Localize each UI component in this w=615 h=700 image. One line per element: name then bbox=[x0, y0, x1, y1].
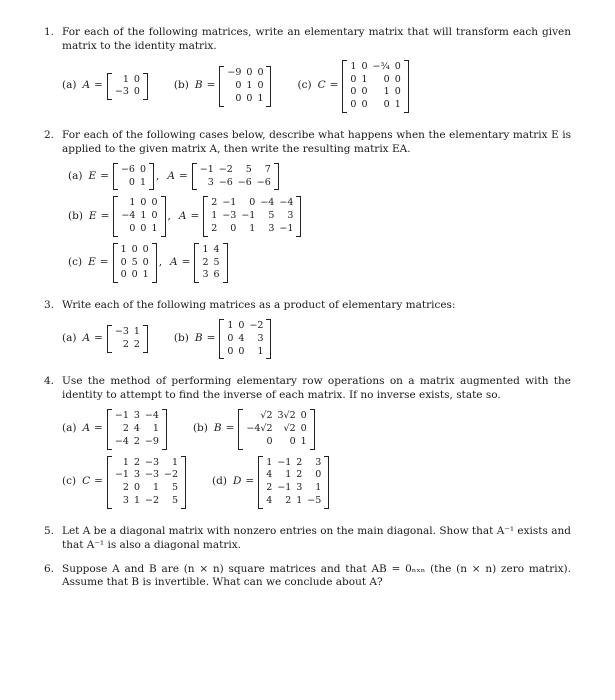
matrix-entry: −5 bbox=[307, 495, 322, 507]
matrix-entry: 5 bbox=[131, 256, 138, 268]
matrix-row bbox=[227, 320, 263, 333]
matrix-item bbox=[212, 456, 329, 509]
matrix-entry: −1 bbox=[241, 210, 256, 222]
matrix-entry: 2 bbox=[266, 482, 273, 494]
part-label: (a) bbox=[62, 79, 77, 92]
matrix-entry: −4 bbox=[121, 210, 136, 222]
matrix-row bbox=[121, 164, 146, 177]
matrix-entry: −4 bbox=[260, 197, 275, 209]
matrix-entry: 0 bbox=[140, 197, 147, 209]
matrix-entry: 0 bbox=[235, 92, 242, 104]
matrix-entry: √2 bbox=[260, 410, 273, 422]
comma: , bbox=[158, 256, 163, 269]
matrix-entry: 4 bbox=[133, 423, 140, 435]
matrix-name: E bbox=[88, 209, 97, 222]
matrix-row bbox=[266, 469, 321, 482]
matrix-entry: 4 bbox=[266, 495, 273, 507]
matrix-row bbox=[121, 269, 149, 282]
matrix-entry: 0 bbox=[128, 176, 135, 188]
matrix-entry: 1 bbox=[257, 92, 264, 104]
matrix-entry: 1 bbox=[133, 326, 140, 338]
matrix-entry: 1 bbox=[315, 482, 322, 494]
matrix-row bbox=[121, 197, 157, 210]
matrix-entry: 0 bbox=[257, 67, 264, 79]
matrix-row bbox=[115, 74, 140, 87]
comma: , bbox=[167, 209, 171, 222]
matrix-entry: 1 bbox=[246, 79, 253, 91]
matrix-entry: 0 bbox=[133, 482, 140, 494]
matrix-entry: 1 bbox=[151, 222, 158, 234]
matrix-name: B bbox=[194, 332, 203, 345]
matrix-item bbox=[297, 60, 408, 113]
matrix-entry: −4√2 bbox=[246, 423, 273, 435]
matrix-entry: 0 bbox=[394, 60, 401, 72]
matrix bbox=[194, 243, 227, 283]
part-label: (c) bbox=[297, 79, 312, 92]
matrix-entry: 0 bbox=[361, 86, 368, 98]
equals-sign: = bbox=[100, 209, 110, 222]
matrix-entry: 3 bbox=[207, 176, 214, 188]
matrix-row bbox=[246, 410, 306, 423]
matrix-entry: 1 bbox=[171, 456, 179, 468]
matrix-entry: 0 bbox=[140, 222, 147, 234]
matrix-entry: −6 bbox=[237, 176, 252, 188]
matrix-entry: 0 bbox=[227, 332, 234, 344]
matrix-entry: 0 bbox=[133, 86, 140, 98]
matrix-entry: 2 bbox=[296, 469, 303, 481]
matrix-name: A bbox=[167, 169, 175, 182]
matrix-entry: −3 bbox=[114, 86, 129, 98]
matrix-item bbox=[62, 409, 167, 449]
matrix-entry: −3 bbox=[145, 456, 160, 468]
matrix-entry: 5 bbox=[245, 163, 252, 175]
matrix-entry: 0 bbox=[350, 99, 357, 111]
matrix bbox=[203, 196, 301, 236]
matrix-entry: 0 bbox=[131, 269, 138, 281]
matrix bbox=[219, 319, 271, 359]
matrix-entry: −1 bbox=[114, 410, 129, 422]
matrix-entry: 3 bbox=[122, 495, 129, 507]
matrix-entry: 0 bbox=[227, 345, 234, 357]
matrix bbox=[113, 163, 154, 191]
equals-sign: = bbox=[94, 79, 103, 92]
matrix-entry: −9 bbox=[144, 435, 159, 447]
part-label: (b) bbox=[173, 79, 189, 92]
matrix-entry: 5 bbox=[171, 495, 179, 507]
matrix-entry: 3 bbox=[268, 222, 275, 234]
matrix-row bbox=[350, 99, 400, 112]
part-label: (d) bbox=[212, 475, 227, 488]
matrix-row bbox=[115, 86, 140, 99]
matrix-entry: 0 bbox=[300, 423, 307, 435]
matrix-entry: −3 bbox=[222, 210, 237, 222]
matrix-row bbox=[227, 80, 263, 93]
matrix-row bbox=[115, 339, 140, 352]
matrix-entry: −1 bbox=[277, 456, 292, 468]
equals-sign: = bbox=[100, 169, 109, 182]
part-label: (b) bbox=[192, 422, 208, 435]
problem-text: Use the method of performing elementary row operations on a matrix augmented with the identity to attempt to find the inverse of each matrix. If no inverse exists, state so. bbox=[62, 375, 571, 402]
matrix-entry: 1 bbox=[202, 243, 209, 255]
matrix-row bbox=[115, 482, 178, 495]
matrix-row bbox=[115, 457, 178, 470]
matrix-entry: 3 bbox=[133, 469, 140, 481]
matrix-entry: 2 bbox=[202, 256, 209, 268]
matrix-row bbox=[121, 177, 146, 190]
matrix-entry: −2 bbox=[218, 163, 233, 175]
matrix-entry: 1 bbox=[266, 456, 273, 468]
part-label: (c) bbox=[62, 475, 77, 488]
matrix-entry: 2 bbox=[296, 456, 303, 468]
matrix-entry: 0 bbox=[129, 222, 136, 234]
matrix-row bbox=[246, 423, 306, 436]
matrix-entry: 1 bbox=[140, 210, 147, 222]
matrix-row bbox=[227, 93, 263, 106]
matrix-entry: −1 bbox=[199, 163, 214, 175]
equals-sign: = bbox=[206, 79, 216, 92]
matrix bbox=[192, 163, 279, 191]
matrix-row bbox=[227, 346, 263, 359]
matrix-entry: 1 bbox=[129, 197, 136, 209]
matrix-entry: 0 bbox=[315, 469, 322, 481]
matrix-entry: 0 bbox=[151, 210, 158, 222]
matrix bbox=[107, 409, 167, 449]
matrix-entry: 0 bbox=[289, 435, 296, 447]
case-row bbox=[68, 163, 571, 191]
matrix-entry: 4 bbox=[213, 243, 220, 255]
matrix-entry: −¾ bbox=[372, 60, 390, 72]
problem-6 bbox=[44, 563, 571, 591]
matrix-row bbox=[266, 495, 321, 508]
matrix bbox=[113, 196, 165, 236]
matrix-entry: −2 bbox=[249, 320, 264, 332]
matrix-entry: 7 bbox=[264, 163, 271, 175]
matrix-entry: 0 bbox=[383, 73, 390, 85]
matrix-row bbox=[115, 495, 178, 508]
matrix-row bbox=[246, 436, 306, 449]
matrix-name: A bbox=[178, 209, 187, 222]
matrix-entry: 1 bbox=[383, 86, 390, 98]
matrix-name: A bbox=[82, 422, 91, 435]
matrix-row bbox=[211, 223, 293, 236]
matrix-row bbox=[115, 326, 140, 339]
problem-number: 4. bbox=[44, 375, 55, 388]
matrix-entry: 0 bbox=[361, 99, 368, 111]
matrix-row bbox=[121, 244, 149, 257]
matrix-entry: 0 bbox=[246, 67, 253, 79]
matrix-entry: 0 bbox=[142, 243, 149, 255]
matrix-row bbox=[350, 74, 400, 87]
matrix-entry: 0 bbox=[257, 79, 264, 91]
part-label: (b) bbox=[173, 332, 189, 345]
matrix-entry: 0 bbox=[133, 73, 140, 85]
matrix-row bbox=[115, 410, 159, 423]
matrix-entry: 0 bbox=[230, 222, 237, 234]
matrix-entry: 1 bbox=[139, 176, 146, 188]
matrix-entry: 2 bbox=[122, 339, 129, 351]
matrix-row bbox=[202, 244, 219, 257]
matrix-entry: 1 bbox=[152, 423, 159, 435]
matrix-item bbox=[62, 325, 148, 353]
matrix bbox=[219, 66, 271, 106]
matrix-entry: 0 bbox=[350, 86, 357, 98]
equals-sign: = bbox=[329, 79, 339, 92]
matrix-entry: −4 bbox=[279, 197, 294, 209]
matrix-entry: 2 bbox=[122, 482, 129, 494]
matrix-entry: 1 bbox=[211, 210, 218, 222]
matrix-entry: 0 bbox=[235, 79, 242, 91]
equals-sign: = bbox=[225, 422, 235, 435]
matrix-entry: −4 bbox=[114, 435, 129, 447]
matrix-row bbox=[227, 67, 263, 80]
matrix-entry: 3 bbox=[202, 269, 209, 281]
matrix-name: D bbox=[232, 475, 242, 488]
problem-text: Suppose A and B are (n × n) square matrices and that AB = 0ₙₓₙ (the (n × n) zero matrix). Assume that B is invertible. What can we conclude about A? bbox=[62, 562, 571, 589]
matrix bbox=[342, 60, 408, 113]
matrix-row bbox=[227, 333, 263, 346]
matrix-entry: 0 bbox=[139, 163, 146, 175]
matrix-entry: −2 bbox=[164, 469, 179, 481]
matrix-entry: −1 bbox=[114, 469, 129, 481]
problem-5 bbox=[44, 525, 571, 553]
problem-number: 6. bbox=[44, 562, 55, 575]
matrix-entry: 1 bbox=[361, 73, 368, 85]
matrix-name: A bbox=[170, 256, 178, 269]
problem-1 bbox=[44, 26, 571, 119]
matrix-entry: 1 bbox=[300, 435, 307, 447]
matrix-entry: 3 bbox=[315, 456, 322, 468]
matrix-name: A bbox=[82, 79, 91, 92]
case-row bbox=[68, 196, 571, 236]
matrix-row bbox=[350, 86, 400, 99]
matrix-row bbox=[62, 60, 571, 113]
matrix-entry: 0 bbox=[350, 73, 357, 85]
matrix-row bbox=[115, 469, 178, 482]
matrix-entry: 1 bbox=[142, 269, 149, 281]
case-list bbox=[62, 163, 571, 284]
matrix-entry: 0 bbox=[151, 197, 158, 209]
matrix-name: B bbox=[194, 79, 203, 92]
matrix-row bbox=[350, 61, 400, 74]
matrix-entry: −3 bbox=[145, 469, 160, 481]
matrix-entry: 5 bbox=[268, 210, 275, 222]
matrix-entry: −9 bbox=[227, 67, 242, 79]
matrix-entry: 0 bbox=[361, 60, 368, 72]
matrix-entry: 2 bbox=[133, 456, 140, 468]
matrix-item bbox=[174, 319, 272, 359]
matrix-entry: 2 bbox=[133, 339, 140, 351]
matrix-entry: 1 bbox=[122, 456, 129, 468]
equals-sign: = bbox=[99, 256, 109, 269]
matrix-entry: √2 bbox=[283, 423, 296, 435]
matrix-row bbox=[266, 482, 321, 495]
equals-sign: = bbox=[181, 256, 191, 269]
matrix-row bbox=[121, 210, 157, 223]
matrix-entry: 3 bbox=[133, 410, 140, 422]
matrix-name: A bbox=[82, 332, 91, 345]
matrix-entry: 0 bbox=[120, 256, 127, 268]
matrix-row bbox=[200, 164, 271, 177]
matrix bbox=[107, 325, 148, 353]
equals-sign: = bbox=[94, 475, 103, 488]
matrix-entry: 1 bbox=[120, 243, 127, 255]
matrix-entry: 4 bbox=[238, 332, 245, 344]
problem-number: 1. bbox=[44, 26, 55, 38]
matrix-entry: 6 bbox=[213, 269, 220, 281]
matrix-entry: 0 bbox=[249, 197, 256, 209]
part-label: (b) bbox=[68, 209, 83, 222]
matrix-entry: −1 bbox=[279, 222, 294, 234]
equals-sign: = bbox=[190, 209, 200, 222]
problem-2 bbox=[44, 129, 571, 289]
matrix-row bbox=[115, 423, 159, 436]
matrix-entry: 1 bbox=[296, 495, 303, 507]
matrix-row bbox=[202, 269, 219, 282]
matrix-name: C bbox=[317, 79, 326, 92]
matrix-entry: 1 bbox=[394, 99, 401, 111]
matrix-name: B bbox=[213, 422, 222, 435]
equals-sign: = bbox=[94, 332, 103, 345]
matrix-entry: −6 bbox=[218, 176, 233, 188]
matrix-entry: 1 bbox=[227, 320, 234, 332]
matrix-row bbox=[211, 197, 293, 210]
matrix-entry: 2 bbox=[211, 222, 218, 234]
matrix-item bbox=[193, 409, 315, 449]
equals-sign: = bbox=[206, 332, 216, 345]
matrix-entry: 2 bbox=[285, 495, 292, 507]
matrix-entry: 0 bbox=[131, 243, 138, 255]
matrix-entry: −6 bbox=[256, 176, 271, 188]
matrix bbox=[258, 456, 329, 509]
part-label: (a) bbox=[62, 422, 77, 435]
matrix-name: E bbox=[88, 169, 97, 182]
matrix-entry: 1 bbox=[133, 495, 140, 507]
matrix bbox=[238, 409, 314, 449]
matrix-entry: 0 bbox=[300, 410, 307, 422]
matrix-entry: 1 bbox=[257, 345, 264, 357]
equals-sign: = bbox=[245, 475, 255, 488]
equals-sign: = bbox=[94, 422, 103, 435]
problem-number: 3. bbox=[44, 299, 55, 312]
matrix-entry: 5 bbox=[213, 256, 220, 268]
matrix-entry: 3 bbox=[287, 210, 294, 222]
matrix-entry: 0 bbox=[120, 269, 127, 281]
problem-text: Write each of the following matrices as a product of elementary matrices: bbox=[62, 299, 456, 312]
matrix-row bbox=[202, 257, 219, 270]
equals-sign: = bbox=[178, 169, 188, 182]
matrix-item bbox=[62, 73, 148, 101]
matrix-entry: −1 bbox=[222, 197, 237, 209]
matrix-row bbox=[121, 257, 149, 270]
matrix-row bbox=[200, 177, 271, 190]
problem-text: Let A be a diagonal matrix with nonzero entries on the main diagonal. Show that A⁻¹ exists and that A⁻¹ is also a diagonal matrix. bbox=[62, 524, 571, 551]
part-label: (a) bbox=[62, 332, 77, 345]
matrix-row bbox=[62, 319, 571, 359]
problem-4 bbox=[44, 375, 571, 514]
matrix-row bbox=[211, 210, 293, 223]
matrix-entry: 0 bbox=[394, 73, 401, 85]
matrix-entry: 0 bbox=[238, 320, 245, 332]
matrix-entry: 3 bbox=[296, 482, 303, 494]
problem-text: For each of the following matrices, write an elementary matrix that will transform each given matrix to the identity matrix. bbox=[62, 26, 571, 52]
matrix-entry: 1 bbox=[350, 60, 357, 72]
matrix-row bbox=[62, 456, 571, 509]
part-label: (c) bbox=[68, 256, 83, 269]
matrix-entry: −4 bbox=[144, 410, 159, 422]
matrix-entry: 0 bbox=[266, 435, 273, 447]
matrix-entry: −2 bbox=[145, 495, 160, 507]
problem-3 bbox=[44, 299, 571, 365]
matrix-entry: 2 bbox=[133, 435, 140, 447]
case-row bbox=[68, 243, 571, 283]
matrix-entry: 3 bbox=[257, 332, 264, 344]
matrix-row bbox=[115, 436, 159, 449]
matrix-entry: 4 bbox=[266, 469, 273, 481]
matrix-name: C bbox=[82, 475, 91, 488]
matrix-entry: 0 bbox=[238, 345, 245, 357]
part-label: (a) bbox=[68, 169, 83, 182]
matrix-row bbox=[62, 409, 571, 449]
matrix bbox=[107, 73, 148, 101]
matrix-entry: 2 bbox=[211, 197, 218, 209]
matrix-entry: 1 bbox=[285, 469, 292, 481]
matrix bbox=[107, 456, 186, 509]
matrix-entry: −1 bbox=[277, 482, 292, 494]
matrix-entry: 5 bbox=[171, 482, 179, 494]
matrix-entry: −3 bbox=[114, 326, 129, 338]
matrix-entry: 3√2 bbox=[277, 410, 296, 422]
matrix-item bbox=[62, 456, 186, 509]
matrix-entry: 2 bbox=[122, 423, 129, 435]
matrix bbox=[113, 243, 157, 283]
problem-number: 5. bbox=[44, 524, 55, 537]
matrix-entry: 1 bbox=[152, 482, 160, 494]
matrix-entry: 1 bbox=[122, 73, 129, 85]
problem-text: For each of the following cases below, describe what happens when the elementary matrix E is applied to the given matrix A, then write the resulting matrix EA. bbox=[62, 128, 571, 155]
matrix-entry: 1 bbox=[249, 222, 256, 234]
matrix-entry: −6 bbox=[120, 163, 135, 175]
matrix-item bbox=[174, 66, 272, 106]
comma: , bbox=[156, 169, 160, 182]
matrix-row bbox=[121, 223, 157, 236]
matrix-name: E bbox=[88, 256, 96, 269]
matrix-entry: 0 bbox=[394, 86, 401, 98]
matrix-entry: 0 bbox=[383, 99, 390, 111]
matrix-entry: 0 bbox=[142, 256, 149, 268]
problem-number: 2. bbox=[44, 128, 55, 141]
matrix-row bbox=[266, 457, 321, 470]
matrix-entry: 0 bbox=[246, 92, 253, 104]
